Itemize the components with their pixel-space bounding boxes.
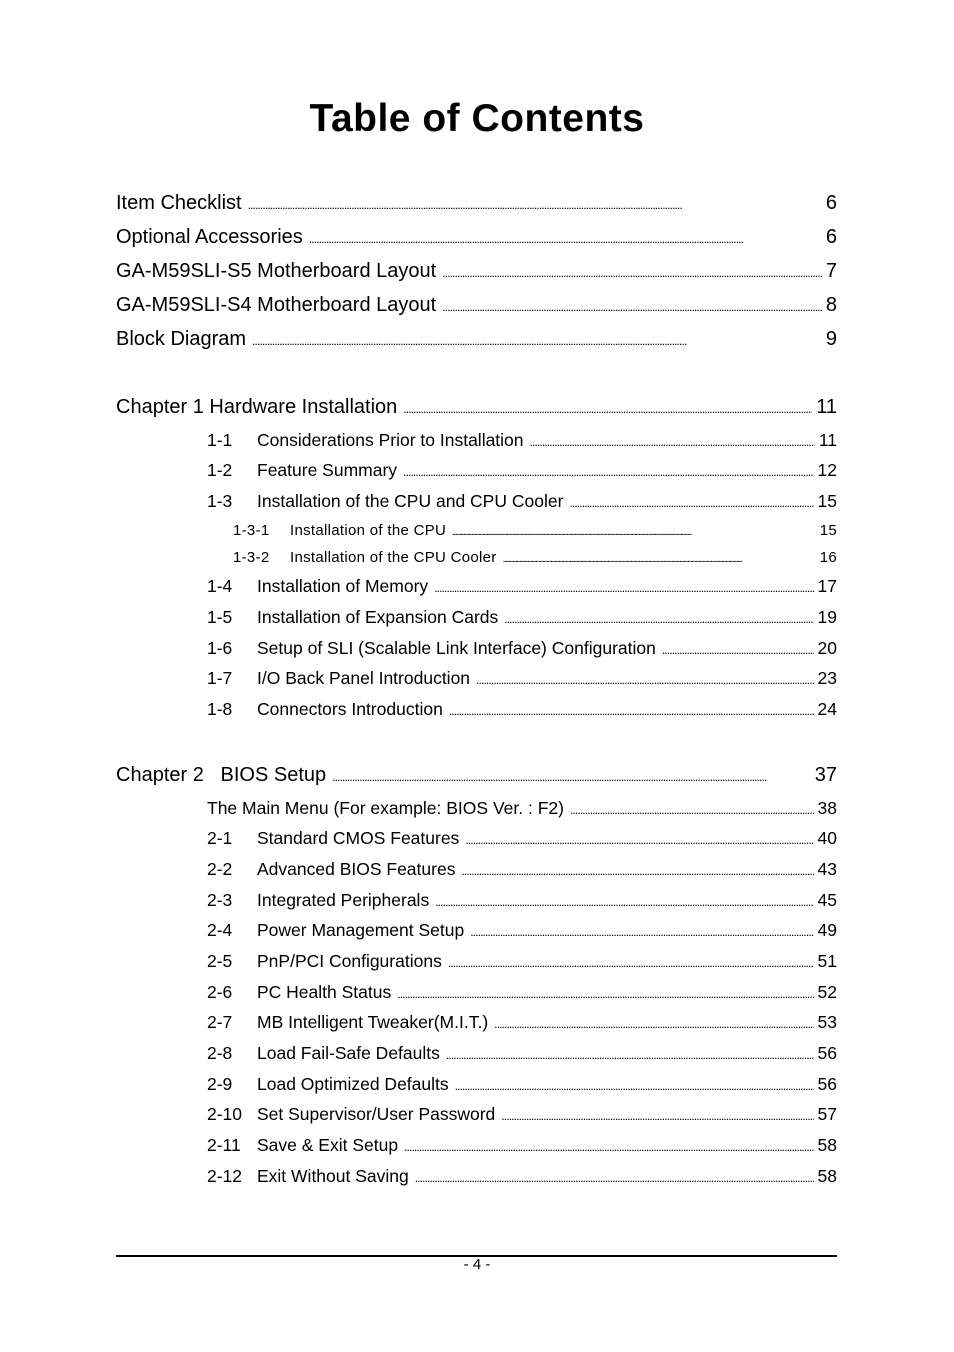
section-page: 15 [819,522,837,539]
section-label: Save & Exit Setup [257,1135,399,1155]
dot-leader [435,895,813,909]
toc-entry-1-6[interactable] [207,638,837,659]
dot-leader [470,925,813,939]
toc-entry-1-3[interactable] [207,491,837,512]
dot-leader [494,1017,813,1031]
section-page: 17 [817,576,837,596]
toc-chapter-2[interactable] [116,764,837,787]
toc-entry-1-3-2[interactable] [233,549,837,566]
toc-entry-s5-layout[interactable] [116,260,837,283]
section-label: Installation of Memory [257,576,429,596]
section-number: 1-6 [207,638,233,658]
footer-page-number: - 4 - [463,1256,491,1273]
toc-entry-page: 6 [825,192,837,214]
toc-entry-2-11[interactable] [207,1135,837,1156]
toc-entry-2-2[interactable] [207,859,837,880]
section-number: 2-3 [207,890,233,910]
section-label: Setup of SLI (Scalable Link Interface) Configuration [257,638,656,658]
section-label: Installation of Expansion Cards [257,607,499,627]
page-title: Table of Contents [309,97,645,140]
toc-entry-2-9[interactable] [207,1074,837,1095]
section-label: The Main Menu (For example: BIOS Ver. : F2) [207,798,564,818]
toc-entry-1-8[interactable] [207,699,837,720]
dot-leader [446,1048,814,1062]
section-label: PC Health Status [257,982,392,1002]
dot-leader [403,402,812,416]
toc-entry-main-menu[interactable] [207,798,837,819]
toc-entry-1-7[interactable] [207,668,837,689]
dot-leader [434,581,813,595]
section-number: 2-2 [207,859,233,879]
dot-leader [662,643,814,657]
section-number: 2-6 [207,982,233,1002]
section-label: Installation of the CPU Cooler [290,549,497,566]
section-label: I/O Back Panel Introduction [257,668,471,688]
toc-entry-label: GA-M59SLI-S4 Motherboard Layout [116,294,437,316]
dot-leader [403,465,813,479]
section-page: 49 [817,920,837,940]
section-number: 1-4 [207,576,233,596]
toc-entry-page: 8 [825,294,837,316]
chapter-page: 37 [814,764,837,786]
section-label: Considerations Prior to Installation [257,430,524,450]
toc-entry-2-6[interactable] [207,982,837,1003]
section-number: 2-9 [207,1074,233,1094]
section-number: 2-7 [207,1012,233,1032]
section-label: Installation of the CPU [290,522,447,539]
section-label: Integrated Peripherals [257,890,430,910]
section-number: 2-5 [207,951,233,971]
section-page: 51 [817,951,837,971]
section-label: MB Intelligent Tweaker(M.I.T.) [257,1012,489,1032]
toc-entry-1-4[interactable] [207,576,837,597]
toc-entry-2-10[interactable] [207,1104,837,1125]
dot-leader [461,864,813,878]
section-label: PnP/PCI Configurations [257,951,442,971]
toc-entry-page: 9 [825,328,837,350]
section-page: 15 [817,491,837,511]
section-number: 1-7 [207,668,233,688]
section-page: 56 [817,1074,837,1094]
dot-leader [248,198,822,212]
chapter-label: Chapter 1 Hardware Installation [116,396,398,418]
section-page: 43 [817,859,837,879]
chapter-label: Chapter 2 BIOS Setup [116,764,327,786]
section-label: Power Management Setup [257,920,465,940]
dot-leader [449,704,814,718]
section-label: Standard CMOS Features [257,828,460,848]
section-page: 52 [817,982,837,1002]
toc-entry-page: 6 [825,226,837,248]
dot-leader [309,232,822,246]
section-page: 16 [819,549,837,566]
chapter-page: 11 [816,396,837,418]
section-label: Installation of the CPU and CPU Cooler [257,491,564,511]
toc-entry-1-1[interactable] [207,430,837,451]
section-label: Exit Without Saving [257,1166,409,1186]
dot-leader [503,554,816,565]
section-number: 2-8 [207,1043,233,1063]
dot-leader [442,300,822,314]
toc-entry-1-3-1[interactable] [233,522,837,539]
section-number: 1-3-1 [233,522,270,539]
section-number: 1-3-2 [233,549,270,566]
section-number: 1-3 [207,491,233,511]
section-number: 2-11 [207,1135,241,1155]
toc-entry-2-4[interactable] [207,920,837,941]
toc-entry-2-5[interactable] [207,951,837,972]
section-page: 19 [817,607,837,627]
dot-leader [442,266,822,280]
section-number: 1-2 [207,460,233,480]
section-number: 2-4 [207,920,233,940]
toc-entry-label: Block Diagram [116,328,247,350]
section-label: Connectors Introduction [257,699,443,719]
toc-entry-2-12[interactable] [207,1166,837,1187]
dot-leader [465,833,813,847]
dot-leader [504,612,813,626]
section-label: Advanced BIOS Features [257,859,456,879]
dot-leader [476,673,813,687]
section-number: 2-10 [207,1104,243,1124]
section-page: 58 [817,1166,837,1186]
toc-entry-s4-layout[interactable] [116,294,837,317]
section-number: 1-5 [207,607,233,627]
section-page: 23 [817,668,837,688]
section-page: 57 [817,1104,837,1124]
section-page: 24 [817,699,837,719]
section-page: 53 [817,1012,837,1032]
toc-entry-2-8[interactable] [207,1043,837,1064]
dot-leader [569,496,813,510]
toc-entry-1-2[interactable] [207,460,837,481]
dot-leader [530,435,815,449]
section-label: Load Optimized Defaults [257,1074,449,1094]
section-page: 40 [817,828,837,848]
toc-entry-page: 7 [825,260,837,282]
toc-entry-label: Optional Accessories [116,226,303,248]
toc-entry-label: Item Checklist [116,192,242,214]
dot-leader [252,334,822,348]
dot-leader [501,1109,813,1123]
toc-entry-block-diagram[interactable] [116,328,837,351]
section-number: 1-8 [207,699,233,719]
section-number: 2-1 [207,828,233,848]
section-page: 58 [817,1135,837,1155]
dot-leader [570,803,814,817]
section-page: 12 [817,460,837,480]
section-page: 11 [818,430,837,450]
dot-leader [415,1171,814,1185]
dot-leader [455,1079,814,1093]
toc-entry-2-7[interactable] [207,1012,837,1033]
toc-entry-1-5[interactable] [207,607,837,628]
dot-leader [452,527,816,538]
section-number: 1-1 [207,430,233,450]
toc-entry-2-3[interactable] [207,890,837,911]
dot-leader [332,770,811,784]
dot-leader [397,987,813,1001]
dot-leader [448,956,814,970]
section-page: 20 [817,638,837,658]
section-label: Load Fail-Safe Defaults [257,1043,440,1063]
section-page: 45 [817,890,837,910]
section-page: 56 [817,1043,837,1063]
section-number: 2-12 [207,1166,243,1186]
toc-entry-item-checklist[interactable] [116,192,837,215]
section-page: 38 [817,798,837,818]
toc-entry-optional-accessories[interactable] [116,226,837,249]
toc-chapter-1[interactable] [116,396,837,419]
section-label: Set Supervisor/User Password [257,1104,496,1124]
toc-entry-label: GA-M59SLI-S5 Motherboard Layout [116,260,437,282]
section-label: Feature Summary [257,460,398,480]
dot-leader [404,1140,813,1154]
toc-entry-2-1[interactable] [207,828,837,849]
